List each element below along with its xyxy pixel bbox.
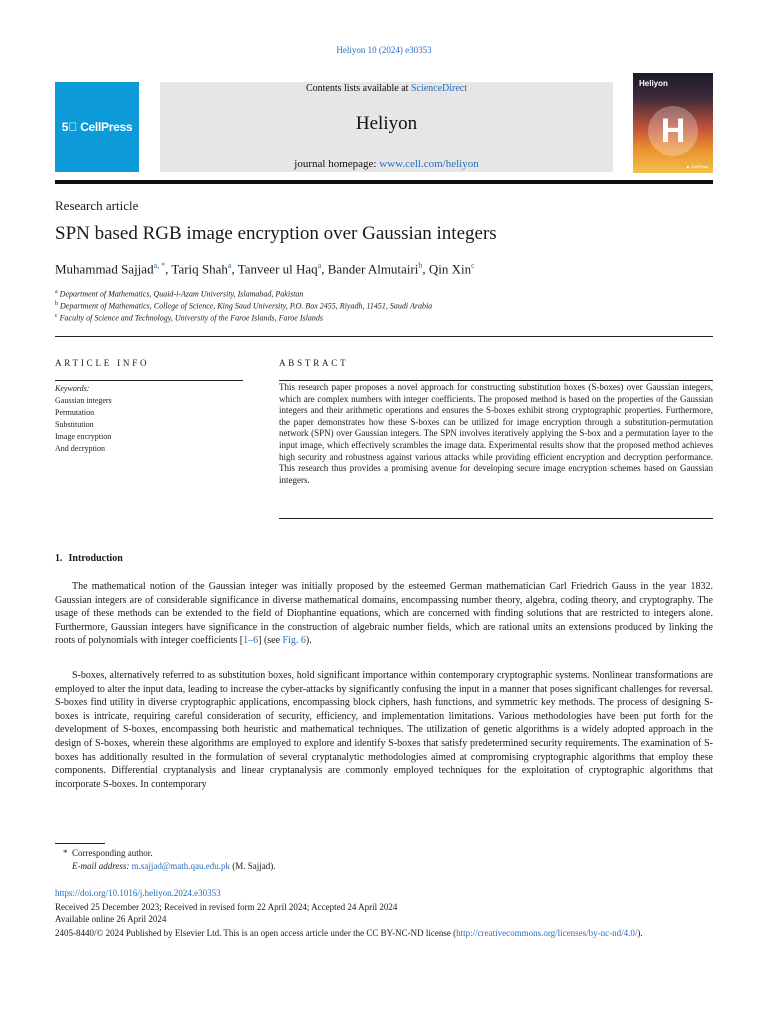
- cover-letter: H: [660, 112, 686, 150]
- abstract-text: This research paper proposes a novel approach for constructing substitution boxes (S-boxes) over Gaussian integers, which are complex numbers with integer coefficients. The proposed method is based on the properties of the Gaussian integers and their arithmetic operations and ensures the S-boxes exhibit strong cryptographic properties. Furthermore, the paper demonstrates how these S-boxes can be utilized for image encryption through a substitution-permutation network (SPN) over Gaussian integers. The SPN involves iteratively applying the S-box and a permutation layer to the input image, which effectively scrambles the image data. Experimental results show that the proposed method achieves high security and robustness against various attacks while providing efficient encryption and decryption performance. This research thus provides a promising avenue for developing secure image encryption schemes based on Gaussian integers.: [279, 382, 713, 485]
- keywords-label: Keywords:: [55, 384, 90, 393]
- journal-homepage-line: [160, 158, 613, 170]
- doi-link[interactable]: https://doi.org/10.1016/j.heliyon.2024.e30353: [55, 888, 221, 898]
- author-list: Muhammad Sajjad$^{a, *}$, Tariq Shah$^a$, Tanveer ul Haq$^a$, Bander Almutairi$^b$, Qin Xin$^c$: [55, 261, 475, 277]
- author-name[interactable]: Qin Xin: [428, 261, 472, 277]
- abstract-divider: [279, 380, 713, 381]
- license-link[interactable]: http://creativecommons.org/licenses/by-nc-nd/4.0/: [456, 928, 638, 938]
- article-info-divider: [55, 380, 243, 381]
- email-suffix: (M. Sajjad).: [229, 861, 276, 871]
- abstract-heading: ABSTRACT: [279, 358, 349, 368]
- abstract-end-divider: [279, 518, 713, 519]
- paragraph-text: ] (see: [258, 635, 283, 647]
- author-name[interactable]: Tariq Shah: [171, 261, 228, 277]
- paragraph-text: The mathematical notion of the Gaussian integer was initially proposed by the esteemed German mathematician Carl Friedrich Gauss in the year 1832. Gaussian integers are of considerable significance in diverse mathematical domains, encompassing number theory, algebra, coding theory, and cryptography. The usage of these methods can be extended to the field of Diophantine equations, which are concerned with finding solutions that are restricted to integers alone. Furthermore, Gaussian integers have significance in the construction of algebraic number fields, which are rational units an extensions produced by linking the roots of polynomials with integer coefficients [: [55, 581, 713, 647]
- email-line: [72, 861, 275, 871]
- affiliation-text: Department of Mathematics, College of Science, King Saud University, P.O. Box 2455, Riyadh, 11451, Saudi Arabia: [60, 301, 433, 311]
- keyword-item: Substitution: [55, 420, 94, 429]
- cellpress-logo-text: 5⃝ CellPress: [61, 120, 133, 134]
- homepage-link[interactable]: www.cell.com/heliyon: [379, 158, 479, 170]
- corresponding-text: Corresponding author.: [72, 848, 153, 858]
- contents-prefix: Contents lists available at: [305, 83, 411, 94]
- author-affiliation-marker[interactable]: b: [418, 261, 423, 270]
- paragraph-text: ).: [305, 635, 312, 647]
- affiliation-marker: b: [55, 301, 58, 307]
- corresponding-author-note: [63, 848, 153, 858]
- license-text: 2405-8440/© 2024 Published by Elsevier Ltd. This is an open access article under the CC BY-NC-ND license (: [55, 928, 457, 938]
- sciencedirect-link[interactable]: ScienceDirect: [410, 83, 468, 94]
- keyword-item: Image encryption: [55, 432, 112, 441]
- footnote-divider: [55, 843, 105, 844]
- journal-title: Heliyon: [355, 113, 418, 134]
- journal-reference-link[interactable]: Heliyon 10 (2024) e30353: [336, 45, 432, 55]
- footnote-star: *: [63, 848, 68, 858]
- figure-link[interactable]: Fig. 6: [282, 635, 306, 647]
- body-paragraph: [55, 580, 713, 648]
- affiliation-b: [55, 301, 432, 311]
- homepage-prefix: journal homepage:: [294, 158, 380, 170]
- keyword-item: And decryption: [55, 444, 105, 453]
- section-divider: [55, 336, 713, 337]
- license-statement: [55, 927, 713, 940]
- header-divider: [55, 180, 713, 184]
- available-online-date: Available online 26 April 2024: [55, 914, 167, 924]
- author-affiliation-marker[interactable]: a: [227, 261, 232, 270]
- author-name[interactable]: Tanveer ul Haq: [237, 261, 318, 277]
- cover-publisher-mark: ▲ CellPress: [685, 164, 708, 169]
- affiliation-text: Department of Mathematics, Quaid-i-Azam University, Islamabad, Pakistan: [59, 289, 304, 299]
- author-affiliation-marker[interactable]: c: [471, 261, 475, 270]
- section-number: 1.: [55, 553, 63, 564]
- email-link[interactable]: m.sajjad@math.qau.edu.pk: [131, 861, 230, 871]
- journal-cover-image[interactable]: [633, 73, 713, 173]
- license-suffix: ).: [637, 928, 643, 938]
- affiliation-a: [55, 289, 303, 299]
- section-title: Introduction: [68, 553, 123, 564]
- body-paragraph: S-boxes, alternatively referred to as substitution boxes, hold significant importance within contemporary cryptographic systems. Nonlinear transformations are employed to alter the input data, leading to increase the cyber-attacks by significantly confusing the input in a manner that poses significant challenges for reversal. S-boxes find utility in diverse cryptographic applications, encompassing block ciphers, hash functions, and symmetric key methods. The process of designing S-boxes is intricate, requiring careful consideration of security, efficiency, and implementation limitations. Various methodologies have been put forth for the development of S-boxes, encompassing both heuristic and mathematical techniques. The utilization of genetic algorithms is a widely adopted approach in the design of S-boxes, wherein these algorithms are employed to explore and identify S-boxes that satisfy predetermined security requirements. The examination of S-boxes has additionally resulted in the formulation of several cryptanalytic methodologies aimed at compromising cryptographic algorithms that employ these components. Differential cryptanalysis and linear cryptanalysis are commonly employed techniques for the exploitation of cryptographic algorithms that incorporate S-boxes. In contemporary: [55, 670, 713, 790]
- affiliation-marker: a: [55, 289, 58, 295]
- author-affiliation-marker[interactable]: a, *: [153, 261, 166, 270]
- keyword-item: Gaussian integers: [55, 396, 112, 405]
- cellpress-logo: [55, 82, 139, 172]
- article-info-heading: ARTICLE INFO: [55, 358, 150, 368]
- cover-title: Heliyon: [639, 79, 668, 88]
- affiliation-text: Faculty of Science and Technology, University of the Faroe Islands, Faroe Islands: [59, 313, 323, 323]
- email-label: E-mail address:: [72, 861, 130, 871]
- author-name[interactable]: Muhammad Sajjad: [55, 261, 154, 277]
- article-history: Received 25 December 2023; Received in revised form 22 April 2024; Accepted 24 April 2024: [55, 902, 398, 912]
- author-affiliation-marker[interactable]: a: [317, 261, 322, 270]
- author-name[interactable]: Bander Almutairi: [327, 261, 419, 277]
- article-type: Research article: [55, 198, 139, 213]
- affiliation-c: [55, 313, 323, 323]
- contents-available-line: [160, 83, 613, 94]
- keyword-item: Permutation: [55, 408, 95, 417]
- section-heading-introduction: [55, 553, 123, 564]
- citation-link[interactable]: 1–6: [243, 635, 259, 647]
- affiliation-marker: c: [55, 313, 58, 319]
- article-title: SPN based RGB image encryption over Gaussian integers: [55, 223, 497, 244]
